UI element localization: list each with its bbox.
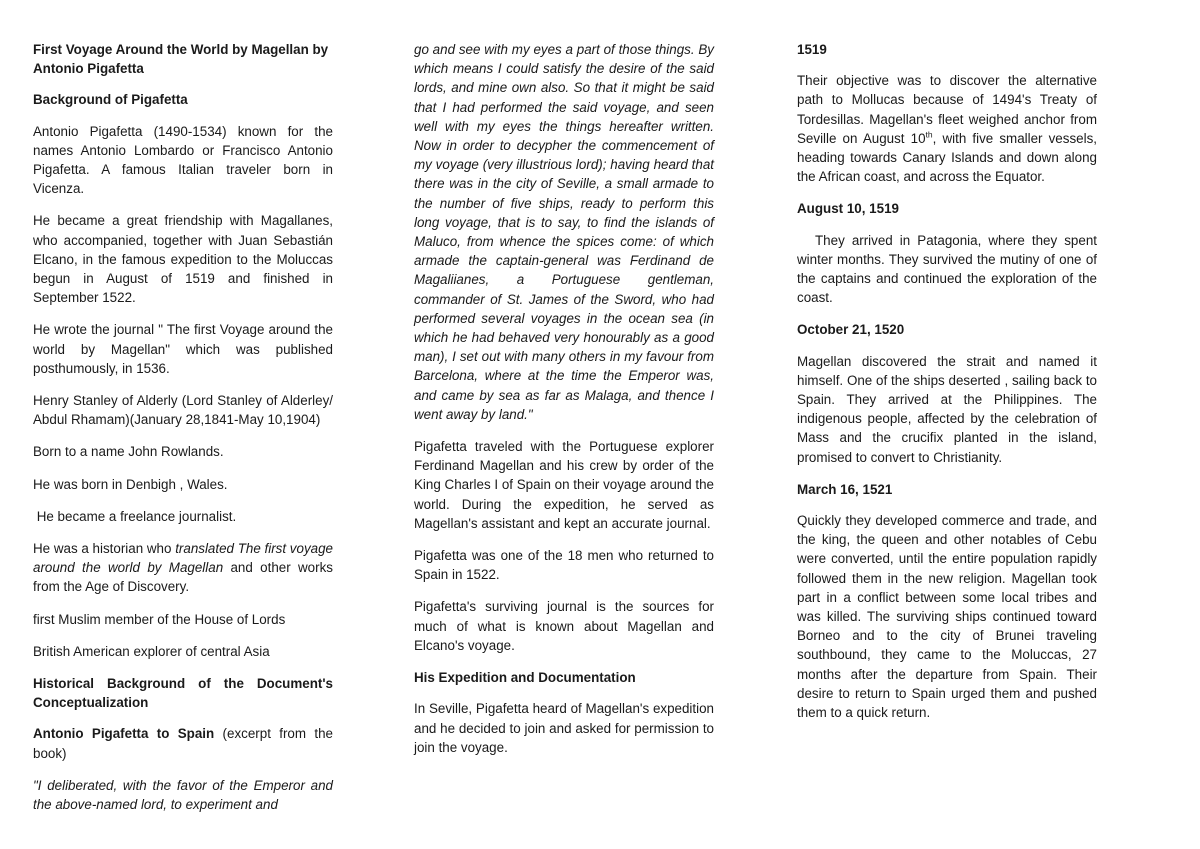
excerpt-note: (excerpt from the book) — [33, 726, 333, 761]
text-run: Their objective was to discover the alternative path to Mollucas because of 1494's Treaty of Tordesillas. Magellan's fleet weighed anchor from Seville on August 10 — [797, 73, 1097, 146]
text-run: and other works from the Age of Discovery. — [33, 560, 333, 595]
historical-heading: Historical Background of the Document's Conceptualization — [33, 676, 333, 711]
date-heading: March 16, 1521 — [797, 481, 893, 497]
date-heading: October 21, 1520 — [797, 322, 905, 338]
background-heading: Background of Pigafetta — [33, 92, 188, 108]
column-2 — [414, 40, 714, 770]
paragraph: Born to a name John Rowlands. — [33, 444, 224, 460]
text-run: He was a historian who — [33, 541, 176, 557]
date-heading: 1519 — [797, 42, 827, 57]
paragraph: He was born in Denbigh , Wales. — [33, 476, 228, 492]
paragraph: Pigafetta traveled with the Portuguese explorer Ferdinand Magellan and his crew by order of the King Charles I of Spain on their voyage around the world. During the expedition, he served as Magellan's assistant and kept an accurate journal. — [414, 439, 714, 531]
paragraph: He wrote the journal " The first Voyage around the world by Magellan" which was published posthumously, in 1536. — [33, 322, 333, 376]
paragraph — [33, 539, 333, 597]
quote-continuation: go and see with my eyes a part of those things. By which means I could satisfy the desire of the said lords, and mine own also. So that it might be said that I had performed the said voyage, and seen well with my eyes the things hereafter written. Now in order to decypher the commencement of my voyage (very illustrious lord); having heard that there was in the city of Seville, a small armade to the number of five ships, ready to perform this long voyage, that is to say, to find the islands of Maluco, from whence the spices come: of which armade the captain-general was Ferdinand de Magaliianes, a Portuguese gentleman, commander of St. James of the Sword, who had performed several voyages in the ocean sea (in which he had behaved very honourably as a good man), I set out with many others in my favour from Barcelona, where at the time the Emperor was, and came by sea as far as Malaga, and thence I went away by land." — [414, 42, 714, 422]
date-heading: August 10, 1519 — [797, 201, 899, 217]
column-1 — [33, 40, 333, 827]
paragraph: Antonio Pigafetta (1490-1534) known for the names Antonio Lombardo or Francisco Antonio Pigafetta. A famous Italian traveler born in Vicenza. — [33, 123, 333, 197]
column-3 — [797, 40, 1097, 735]
excerpt-heading — [33, 724, 333, 762]
paragraph: Pigafetta was one of the 18 men who returned to Spain in 1522. — [414, 548, 714, 583]
timeline-entry: Quickly they developed commerce and trade, and the king, the queen and other notables of Cebu were converted, until the entire population rapidly followed them in the new religion. Magellan took part in a conflict between some local tribes and was killed. The surviving ships continued toward Borneo and to the city of Brunei traveling southbound, they came to the Moluccas, 27 months after the departure from Spain. Their desire to return to Spain urged them and pushed them to a quick return. — [797, 513, 1097, 721]
paragraph: Henry Stanley of Alderly (Lord Stanley of Alderley/ Abdul Rhamam)(January 28,1841-May 10,1904) — [33, 393, 333, 428]
paragraph: In Seville, Pigafetta heard of Magellan's expedition and he decided to join and asked for permission to join the voyage. — [414, 701, 714, 755]
paragraph: Pigafetta's surviving journal is the sources for much of what is known about Magellan and Elcano's voyage. — [414, 599, 714, 653]
text-run: , with five smaller vessels, heading towards Canary Islands and down along the African coast, and across the Equator. — [797, 130, 1097, 185]
excerpt-heading-label: Antonio Pigafetta to Spain — [33, 726, 215, 742]
quote-start: "I deliberated, with the favor of the Emperor and the above-named lord, to experiment and — [33, 777, 333, 813]
expedition-heading: His Expedition and Documentation — [414, 670, 636, 686]
timeline-entry — [797, 71, 1097, 186]
paragraph: British American explorer of central Asia — [33, 643, 270, 659]
book-title: translated The first voyage around the world by Magellan — [33, 541, 333, 576]
timeline-entry: They arrived in Patagonia, where they spent winter months. They survived the mutiny of one of the captains and continued the exploration of the coast. — [797, 232, 1097, 306]
document-title: First Voyage Around the World by Magellan by Antonio Pigafetta — [33, 42, 329, 77]
paragraph: He became a freelance journalist. — [33, 508, 237, 524]
paragraph: first Muslim member of the House of Lords — [33, 611, 286, 627]
paragraph: He became a great friendship with Magallanes, who accompanied, together with Juan Sebastián Elcano, in the famous expedition to the Moluccas begun in August of 1519 and finished in September 1522. — [33, 213, 333, 306]
superscript: th — [925, 129, 933, 140]
timeline-entry: Magellan discovered the strait and named it himself. One of the ships deserted , sailing back to Spain. They arrived at the Philippines. The indigenous people, affected by the celebration of Mass and the crucifix planted in the island, promised to convert to Christianity. — [797, 353, 1097, 465]
